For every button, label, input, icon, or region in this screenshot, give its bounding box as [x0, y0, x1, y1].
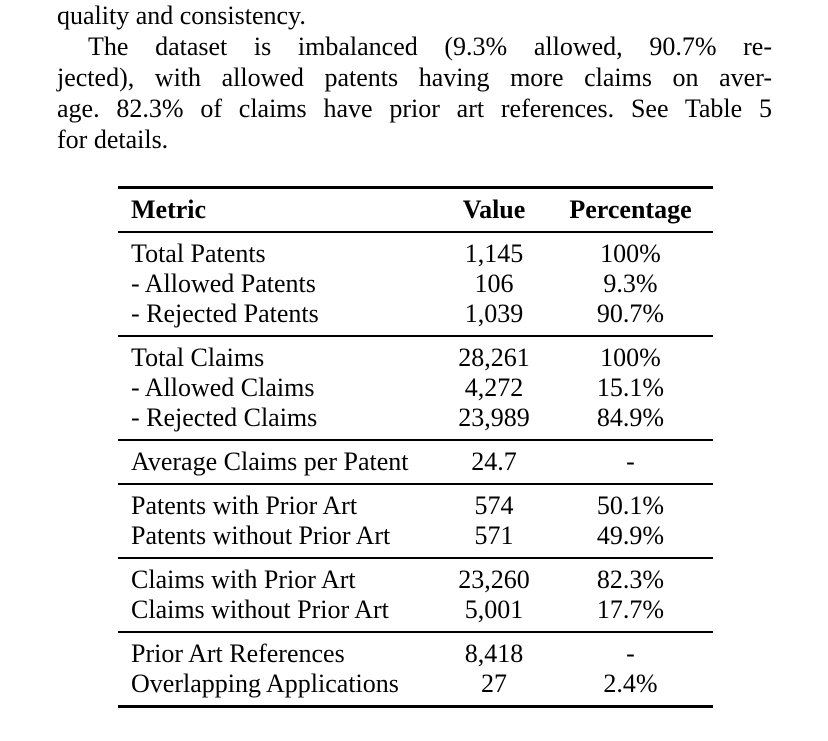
percentage-cell: 17.7%	[596, 595, 665, 624]
table-row	[118, 669, 713, 707]
value-cell: 574	[474, 491, 514, 520]
metric-cell: Prior Art References	[131, 639, 345, 668]
paragraph-line: jected), with allowed patents having more claims on aver-	[57, 63, 772, 92]
metric-cell: Patents with Prior Art	[131, 491, 358, 520]
table-row	[118, 558, 713, 595]
table-row	[118, 336, 713, 373]
table-row	[118, 299, 713, 336]
column-header-percentage: Percentage	[548, 188, 713, 233]
table-row	[118, 484, 713, 521]
percentage-cell: 100%	[600, 239, 661, 268]
table-section-claims-prior-art	[118, 558, 713, 632]
percentage-cell: 50.1%	[596, 491, 665, 520]
table-row	[118, 403, 713, 440]
metric-cell: - Rejected Claims	[131, 403, 318, 432]
value-cell: 23,989	[458, 403, 530, 432]
percentage-cell: 9.3%	[603, 269, 658, 298]
metric-cell: Total Claims	[131, 343, 265, 372]
percentage-cell: 84.9%	[596, 403, 665, 432]
table-section-patents	[118, 232, 713, 336]
percentage-cell: 82.3%	[596, 565, 665, 594]
table-section-references-overlap	[118, 632, 713, 707]
percentage-cell: 15.1%	[596, 373, 665, 402]
table-section-claims	[118, 336, 713, 440]
percentage-cell: 2.4%	[603, 669, 658, 698]
value-cell: 5,001	[464, 595, 524, 624]
body-text-block	[57, 0, 772, 155]
table-row	[118, 232, 713, 269]
value-cell: 4,272	[464, 373, 524, 402]
value-cell: 28,261	[458, 343, 530, 372]
percentage-cell: -	[626, 639, 635, 668]
metric-cell: Overlapping Applications	[131, 669, 399, 698]
paragraph-trailing-line: quality and consistency.	[57, 1, 306, 30]
value-cell: 8,418	[464, 639, 524, 668]
metric-cell: - Rejected Patents	[131, 299, 319, 328]
value-cell: 27	[481, 669, 507, 698]
table-row	[118, 373, 713, 403]
metric-cell: - Allowed Patents	[131, 269, 316, 298]
column-header-value: Value	[440, 188, 548, 233]
table-section-average-claims	[118, 440, 713, 484]
percentage-cell: 100%	[600, 343, 661, 372]
value-cell: 1,039	[464, 299, 524, 328]
table-row	[118, 632, 713, 669]
dataset-statistics-table	[118, 186, 713, 708]
table-row	[118, 269, 713, 299]
percentage-cell: -	[626, 447, 635, 476]
value-cell: 24.7	[471, 447, 517, 476]
column-header-metric: Metric	[118, 188, 440, 233]
paragraph-line: for details.	[57, 125, 169, 154]
metric-cell: Patents without Prior Art	[131, 521, 391, 550]
value-cell: 23,260	[458, 565, 530, 594]
metric-cell: Total Patents	[131, 239, 266, 268]
table-row	[118, 595, 713, 632]
table-row	[118, 521, 713, 558]
paragraph-line: The dataset is imbalanced (9.3% allowed, 90.7% re-	[88, 32, 772, 61]
metric-cell: Claims without Prior Art	[131, 595, 389, 624]
table-section-patents-prior-art	[118, 484, 713, 558]
metric-cell: - Allowed Claims	[131, 373, 315, 402]
table-head	[118, 188, 713, 233]
value-cell: 571	[474, 521, 514, 550]
table-header-row	[118, 188, 713, 233]
percentage-cell: 49.9%	[596, 521, 665, 550]
metric-cell: Claims with Prior Art	[131, 565, 356, 594]
metric-cell: Average Claims per Patent	[131, 447, 409, 476]
value-cell: 106	[474, 269, 514, 298]
paragraph-line: age. 82.3% of claims have prior art references. See Table 5	[57, 94, 772, 123]
percentage-cell: 90.7%	[596, 299, 665, 328]
table-row	[118, 440, 713, 484]
value-cell: 1,145	[464, 239, 524, 268]
